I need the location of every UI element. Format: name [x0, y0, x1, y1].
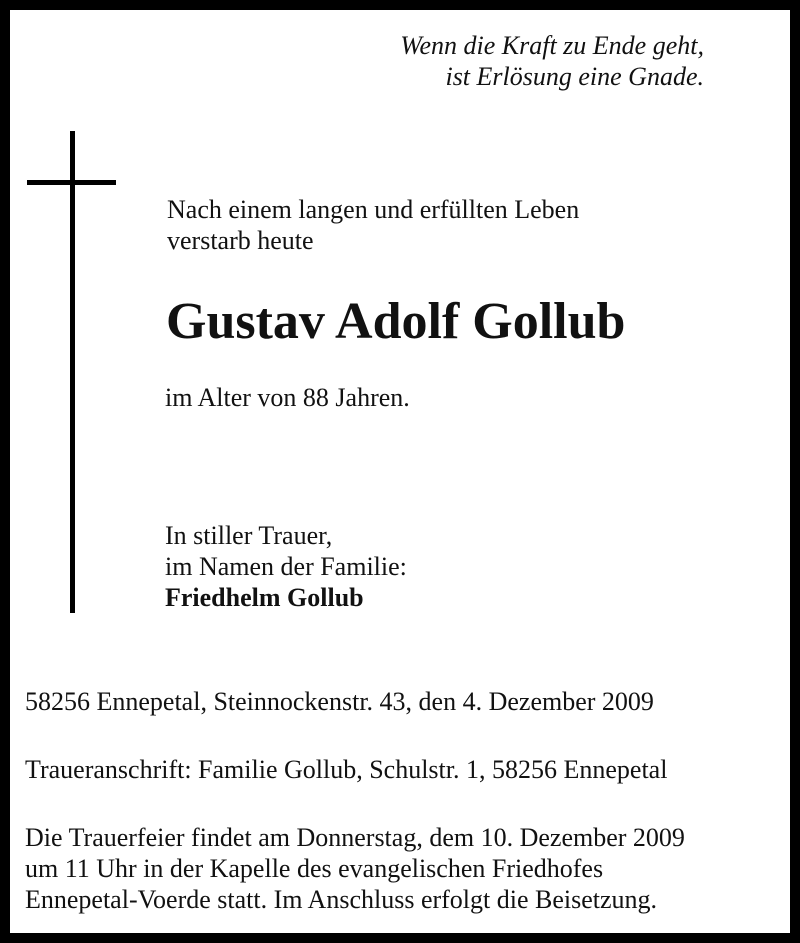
funeral-info — [25, 822, 685, 915]
mourners-line: In stiller Trauer, — [165, 521, 333, 550]
motto-line: Wenn die Kraft zu Ende geht, — [400, 31, 704, 60]
cross-icon-bar — [27, 180, 116, 185]
funeral-line: um 11 Uhr in der Kapelle des evangelischen Friedhofes — [25, 854, 604, 883]
motto-quote — [400, 30, 704, 92]
mourner-name: Friedhelm Gollub — [165, 583, 364, 612]
place-date: 58256 Ennepetal, Steinnockenstr. 43, den 4. Dezember 2009 — [25, 687, 654, 716]
mourners-text — [165, 520, 407, 613]
cross-icon — [70, 131, 75, 613]
deceased-name: Gustav Adolf Gollub — [166, 293, 626, 350]
funeral-line: Ennepetal-Voerde statt. Im Anschluss erfolgt die Beisetzung. — [25, 885, 658, 914]
age-line: im Alter von 88 Jahren. — [165, 383, 410, 412]
intro-text — [167, 194, 579, 256]
mourning-address: Traueranschrift: Familie Gollub, Schulstr. 1, 58256 Ennepetal — [25, 755, 668, 784]
intro-line: verstarb heute — [167, 226, 314, 255]
motto-line: ist Erlösung eine Gnade. — [445, 62, 704, 91]
obituary-notice — [10, 10, 790, 933]
mourners-line: im Namen der Familie: — [165, 552, 407, 581]
intro-line: Nach einem langen und erfüllten Leben — [167, 195, 580, 224]
funeral-line: Die Trauerfeier findet am Donnerstag, dem 10. Dezember 2009 — [25, 823, 685, 852]
